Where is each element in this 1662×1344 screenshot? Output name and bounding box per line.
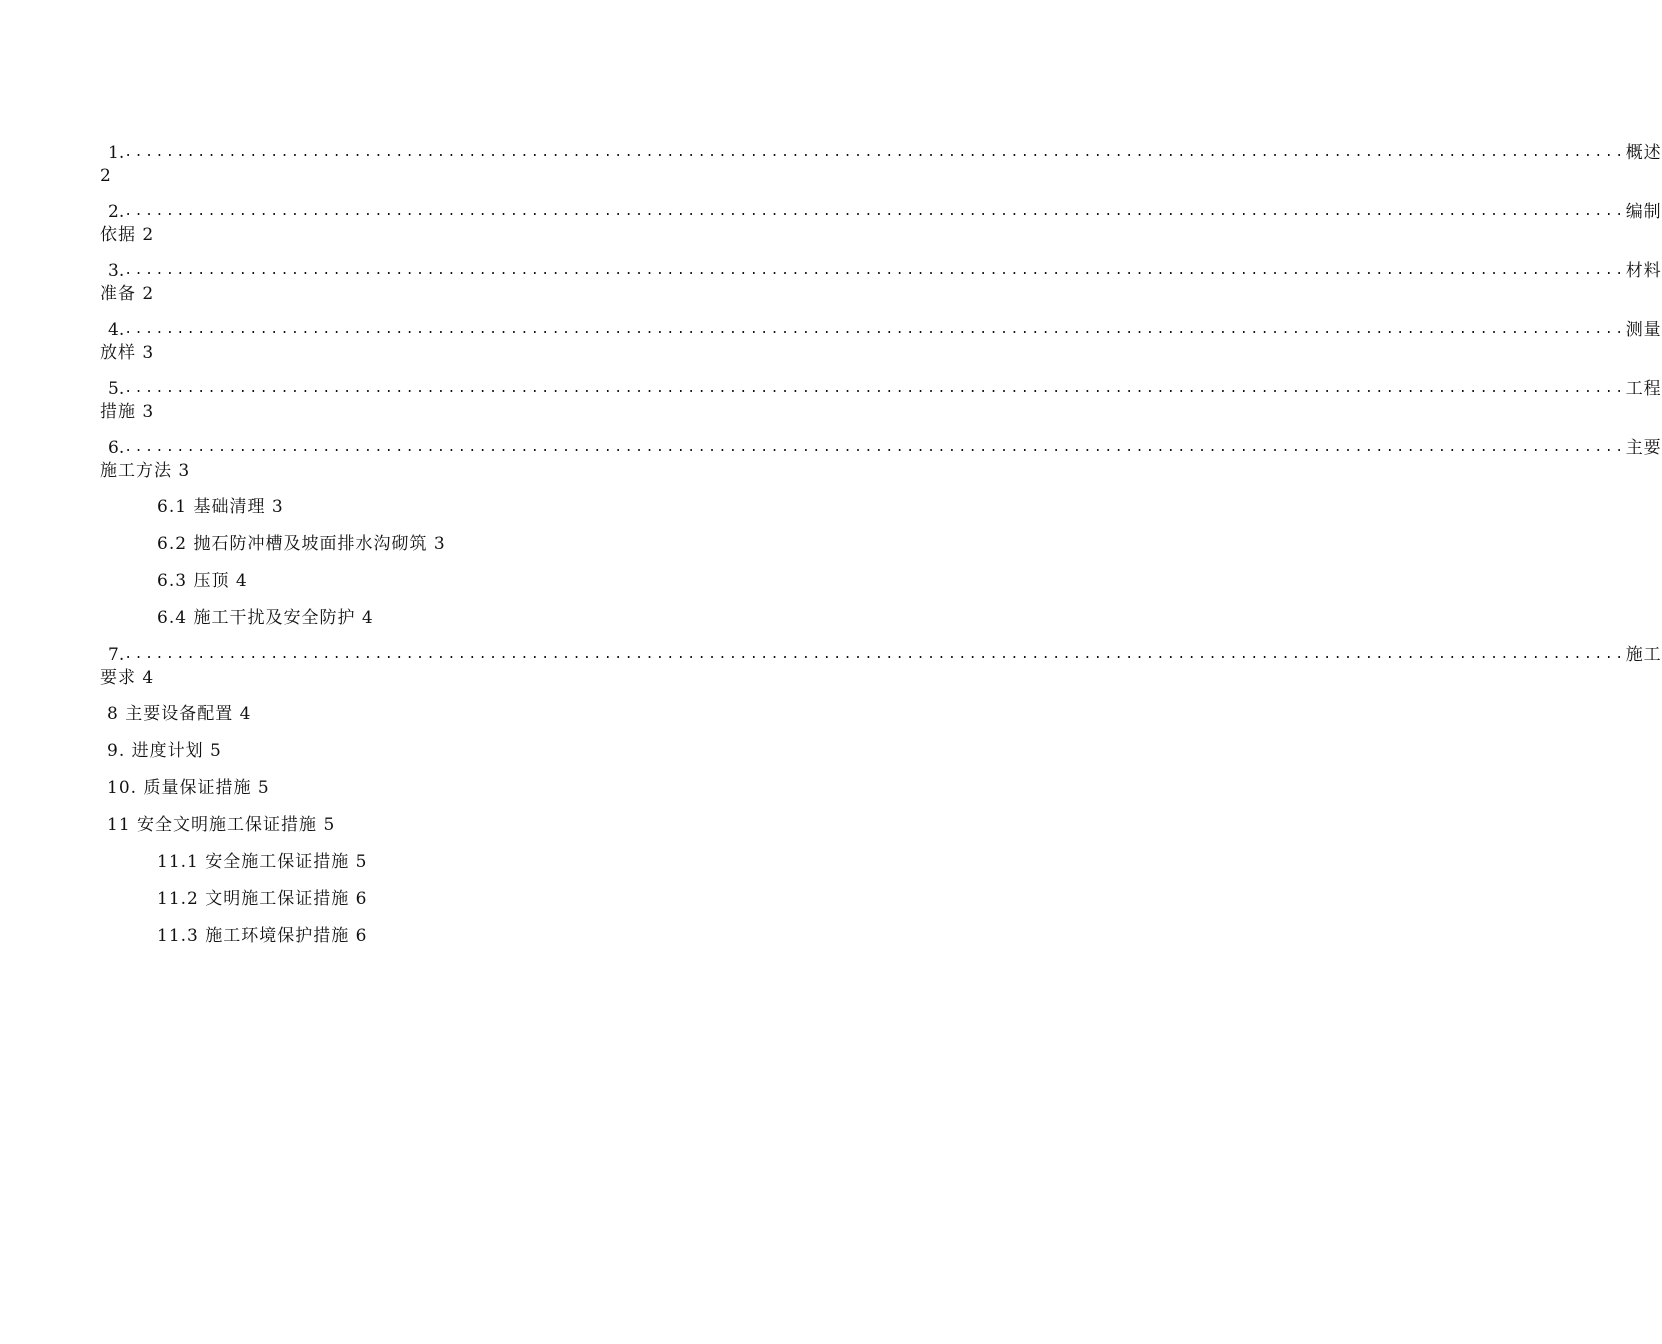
toc-leader-dots: ................................................................................................................................................ [124, 381, 1626, 396]
toc-subentry-11-1[interactable]: 11.1 安全施工保证措施 5 [157, 852, 368, 872]
table-of-contents [100, 141, 1662, 961]
toc-number: 6. [108, 438, 125, 458]
toc-title-part: 编制 [1625, 202, 1662, 222]
toc-entry-11[interactable]: 11 安全文明施工保证措施 5 [107, 815, 336, 835]
toc-lead-line [100, 643, 1662, 667]
toc-leader-dots: ................................................................................................................................................ [124, 204, 1626, 219]
toc-title-continuation: 措施 3 [100, 402, 155, 422]
toc-leader-dots: ................................................................................................................................................ [124, 440, 1626, 455]
toc-title-continuation: 依据 2 [100, 225, 155, 245]
toc-leader-dots: ................................................................................................................................................ [124, 145, 1626, 160]
toc-lead-line [100, 318, 1662, 342]
toc-entry-5[interactable] [100, 377, 1662, 423]
toc-leader-dots: ................................................................................................................................................ [124, 322, 1626, 337]
toc-subentry-11-3[interactable]: 11.3 施工环境保护措施 6 [157, 926, 368, 946]
toc-entry-9[interactable]: 9. 进度计划 5 [107, 741, 222, 761]
toc-entry-8[interactable]: 8 主要设备配置 4 [107, 704, 252, 724]
toc-number: 2. [108, 202, 125, 222]
toc-title-part: 测量 [1625, 320, 1662, 340]
toc-title-part: 施工 [1625, 645, 1662, 665]
toc-number: 4. [108, 320, 125, 340]
toc-subentry-6-1[interactable]: 6.1 基础清理 3 [157, 497, 284, 517]
toc-entry-6[interactable] [100, 436, 1662, 482]
toc-lead-line [100, 200, 1662, 224]
toc-lead-line [100, 436, 1662, 460]
toc-subentry-11-2[interactable]: 11.2 文明施工保证措施 6 [157, 889, 368, 909]
toc-number: 7. [108, 645, 125, 665]
toc-entry-7[interactable] [100, 643, 1662, 689]
toc-title-continuation: 要求 4 [100, 668, 155, 688]
toc-entry-10[interactable]: 10. 质量保证措施 5 [107, 778, 270, 798]
toc-subentry-6-2[interactable]: 6.2 抛石防冲槽及坡面排水沟砌筑 3 [157, 534, 446, 554]
toc-number: 5. [108, 379, 125, 399]
toc-title-part: 主要 [1625, 438, 1662, 458]
toc-number: 3. [108, 261, 125, 281]
toc-title-continuation: 2 [100, 166, 112, 186]
toc-subentry-6-3[interactable]: 6.3 压顶 4 [157, 571, 248, 591]
toc-title-part: 概述 [1625, 143, 1662, 163]
toc-title-continuation: 放样 3 [100, 343, 155, 363]
toc-entry-4[interactable] [100, 318, 1662, 364]
toc-lead-line [100, 259, 1662, 283]
toc-title-continuation: 施工方法 3 [100, 461, 191, 481]
toc-title-part: 材料 [1625, 261, 1662, 281]
toc-leader-dots: ................................................................................................................................................ [124, 263, 1626, 278]
toc-lead-line [100, 377, 1662, 401]
toc-entry-1[interactable] [100, 141, 1662, 187]
toc-lead-line [100, 141, 1662, 165]
toc-entry-2[interactable] [100, 200, 1662, 246]
toc-leader-dots: ................................................................................................................................................ [124, 647, 1626, 662]
toc-title-part: 工程 [1625, 379, 1662, 399]
toc-number: 1. [108, 143, 125, 163]
toc-entry-3[interactable] [100, 259, 1662, 305]
toc-title-continuation: 准备 2 [100, 284, 155, 304]
toc-subentry-6-4[interactable]: 6.4 施工干扰及安全防护 4 [157, 608, 374, 628]
